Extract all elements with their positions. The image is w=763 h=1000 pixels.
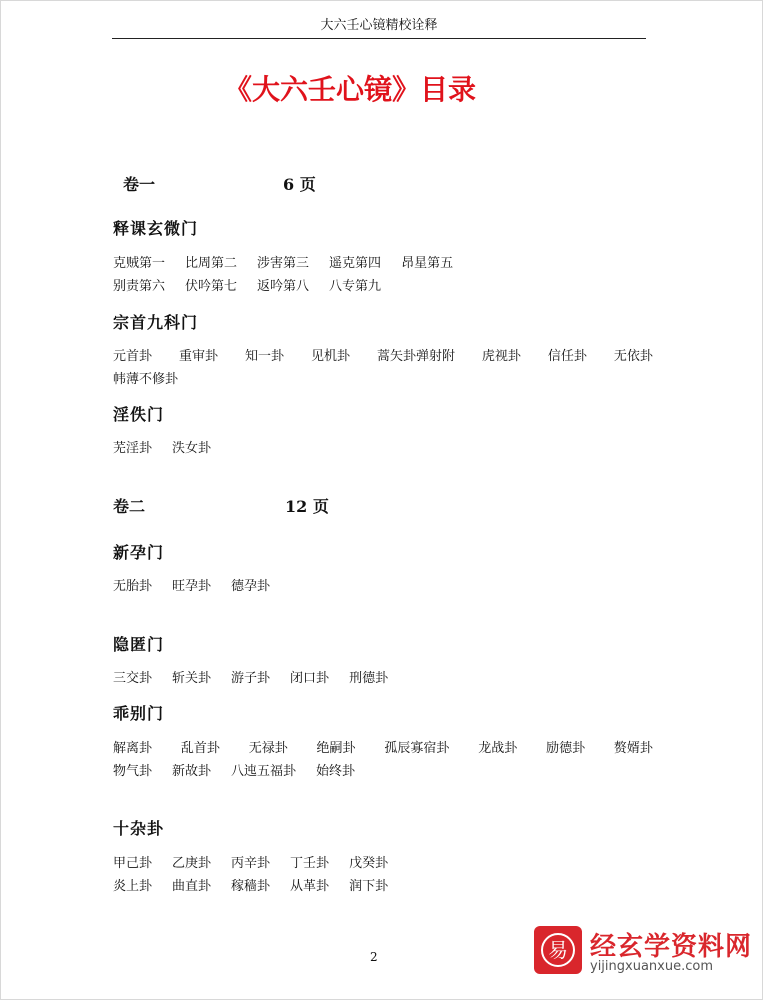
list-item: 乱首卦 <box>180 741 220 756</box>
volume-1-name: 卷一 <box>123 175 156 194</box>
list-item: 虎视卦 <box>481 349 521 364</box>
list-item: 蒿矢卦弹射附 <box>376 349 455 364</box>
list-item: 稼穑卦 <box>231 879 271 894</box>
list-item: 克贼第一 <box>113 256 166 271</box>
list-item: 润下卦 <box>349 879 389 894</box>
volume-1 <box>113 172 316 195</box>
list-item: 乙庚卦 <box>172 856 212 871</box>
volume-2-name: 卷二 <box>113 497 146 516</box>
watermark-site-name: 经玄学资料网 <box>590 932 753 962</box>
page-title: 《大六壬心镜》目录 <box>223 73 476 106</box>
list-item: 遥克第四 <box>329 256 382 271</box>
list-line <box>113 437 653 456</box>
list-item: 斩关卦 <box>172 671 212 686</box>
list-item: 无依卦 <box>613 349 653 364</box>
list-item: 丙辛卦 <box>231 856 271 871</box>
list-item: 别责第六 <box>113 279 166 294</box>
list-line <box>113 252 653 271</box>
watermark-site-url: yijingxuanxue.com <box>590 959 713 974</box>
list-item: 元首卦 <box>113 349 153 364</box>
running-header: 大六壬心镜精校诠释 <box>112 14 646 39</box>
volume-1-page: 6 页 <box>283 175 316 194</box>
list-item: 孤辰寡宿卦 <box>384 741 450 756</box>
section-title: 新孕门 <box>113 543 165 562</box>
list-item: 绝嗣卦 <box>316 741 356 756</box>
list-item: 解离卦 <box>113 741 153 756</box>
list-item: 始终卦 <box>316 764 356 779</box>
list-line <box>113 875 653 894</box>
list-line <box>113 667 653 686</box>
list-line <box>113 368 653 387</box>
list-item: 励德卦 <box>546 741 586 756</box>
site-watermark <box>534 926 754 980</box>
section-title: 宗首九科门 <box>113 313 199 332</box>
list-item: 涉害第三 <box>257 256 310 271</box>
volume-2 <box>113 494 329 517</box>
list-item: 信任卦 <box>547 349 587 364</box>
list-line <box>113 760 653 779</box>
list-item: 重审卦 <box>178 349 218 364</box>
list-line <box>113 345 653 364</box>
list-item: 见机卦 <box>310 349 350 364</box>
list-item: 比周第二 <box>185 256 238 271</box>
list-item: 八专第九 <box>329 279 382 294</box>
list-item: 龙战卦 <box>478 741 518 756</box>
list-item: 泆女卦 <box>172 441 212 456</box>
list-item: 三交卦 <box>113 671 153 686</box>
list-item: 丁壬卦 <box>290 856 330 871</box>
list-line <box>113 575 653 594</box>
list-item: 炎上卦 <box>113 879 153 894</box>
list-item: 从革卦 <box>290 879 330 894</box>
list-item: 新故卦 <box>172 764 212 779</box>
section-title: 隐匿门 <box>113 635 165 654</box>
list-item: 曲直卦 <box>172 879 212 894</box>
list-item: 八迍五福卦 <box>231 764 297 779</box>
list-item: 无胎卦 <box>113 579 153 594</box>
list-item: 昂星第五 <box>401 256 454 271</box>
list-item: 甲己卦 <box>113 856 153 871</box>
list-item: 返吟第八 <box>257 279 310 294</box>
list-item: 赘婿卦 <box>613 741 653 756</box>
list-line <box>113 737 653 756</box>
section-title: 乖别门 <box>113 704 165 723</box>
list-item: 伏吟第七 <box>185 279 238 294</box>
list-item: 无禄卦 <box>248 741 288 756</box>
list-item: 戊癸卦 <box>349 856 389 871</box>
list-item: 游子卦 <box>231 671 271 686</box>
section-title: 十杂卦 <box>113 819 165 838</box>
section-title: 淫佚门 <box>113 405 165 424</box>
list-item: 知一卦 <box>244 349 284 364</box>
list-item: 德孕卦 <box>231 579 271 594</box>
list-item: 帏薄不修卦 <box>113 372 179 387</box>
list-item: 闭口卦 <box>290 671 330 686</box>
list-item: 物气卦 <box>113 764 153 779</box>
list-line <box>113 275 653 294</box>
list-item: 旺孕卦 <box>172 579 212 594</box>
list-item: 芜淫卦 <box>113 441 153 456</box>
svg-text:易: 易 <box>548 938 568 962</box>
page-number: 2 <box>370 950 378 964</box>
list-item: 刑德卦 <box>349 671 389 686</box>
volume-2-page: 12 页 <box>285 497 329 516</box>
list-line <box>113 852 653 871</box>
section-title: 释课玄微门 <box>113 219 199 238</box>
watermark-logo-icon <box>534 926 582 974</box>
